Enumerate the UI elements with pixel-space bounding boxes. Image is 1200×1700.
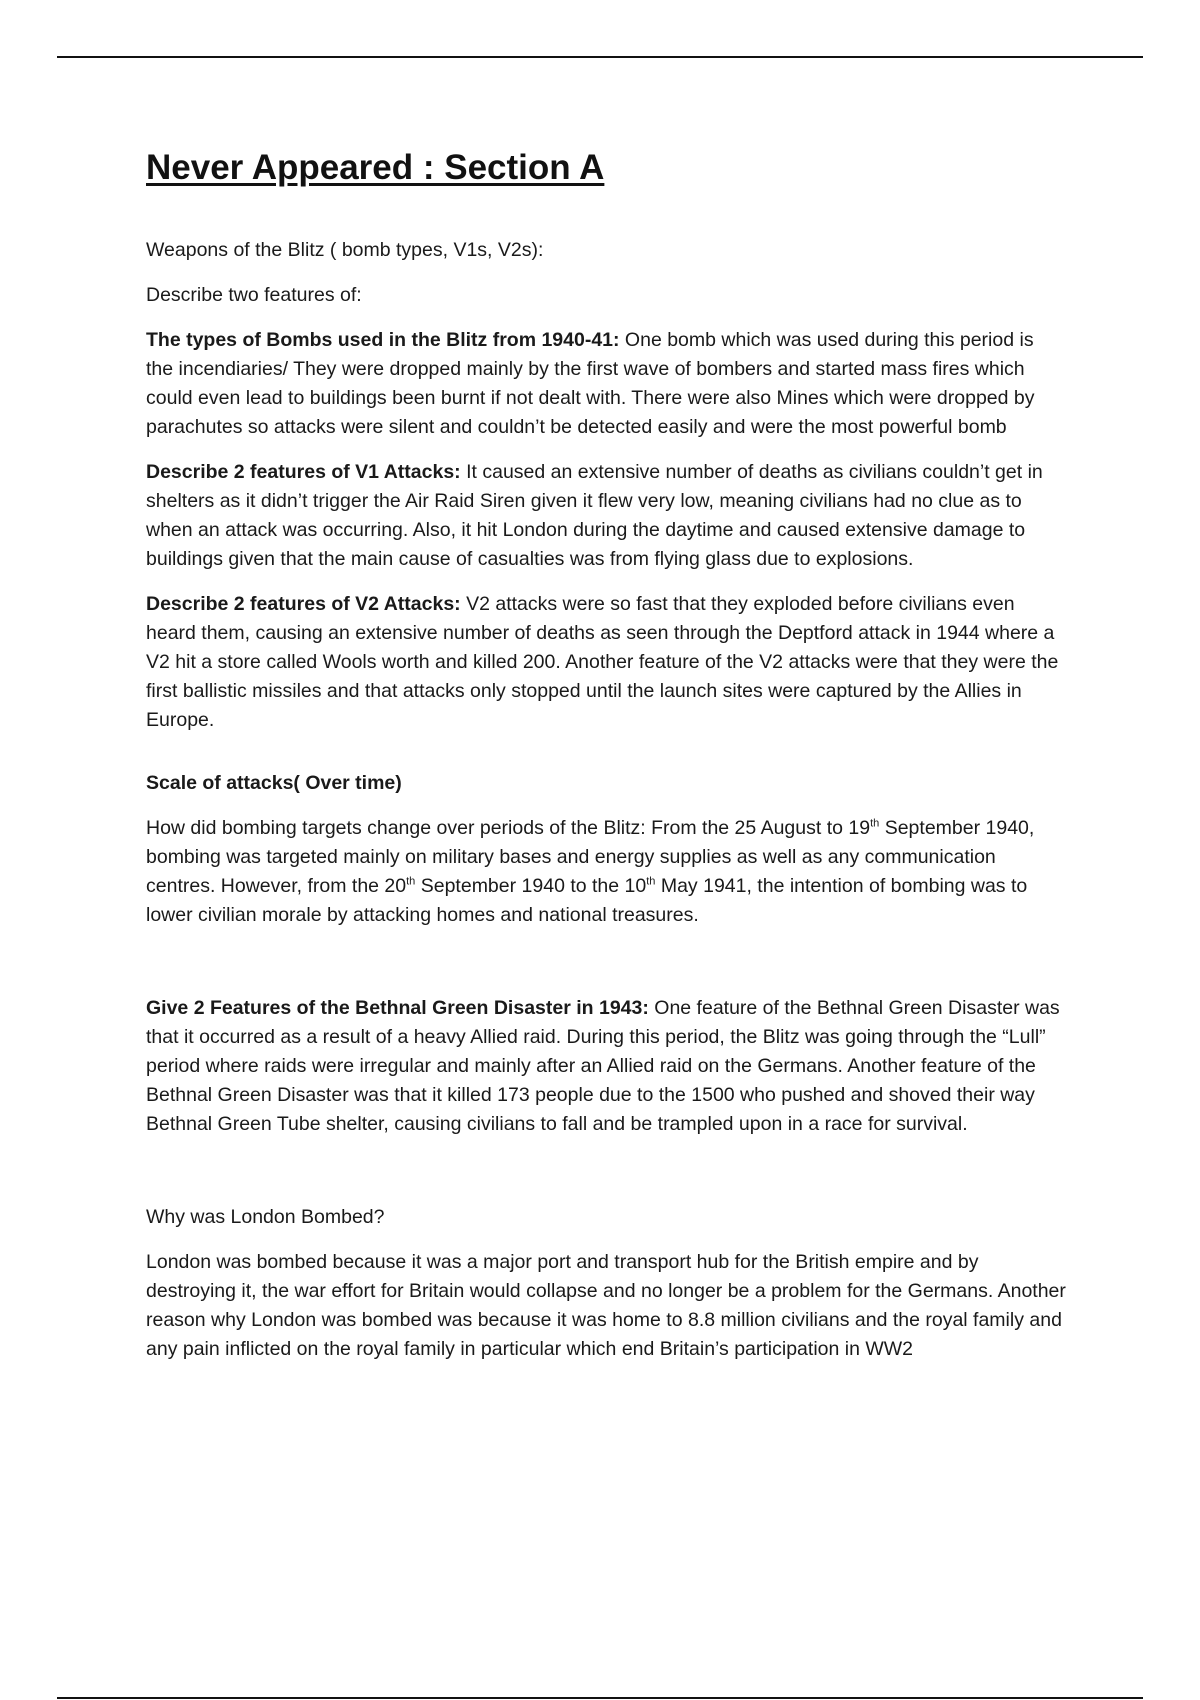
bombs-lead: The types of Bombs used in the Blitz from 1940-41: (146, 329, 620, 351)
v2-paragraph (146, 590, 1066, 735)
v1-text: It caused an extensive number of deaths as civilians couldn’t get in shelters as it didn’t trigger the Air Raid Siren given it flew very low, meaning civilians had no clue as to when an attack was occurring. Also, it hit London during the daytime and caused extensive damage to buildings given that the main cause of casualties was from flying glass due to explosions. (146, 461, 1043, 570)
scale-paragraph (146, 814, 1066, 930)
scale-sup-2: th (406, 875, 416, 888)
scale-sup-1: th (870, 817, 880, 830)
london-question: Why was London Bombed? (146, 1206, 385, 1228)
v2-text: V2 attacks were so fast that they exploded before civilians even heard them, causing an extensive number of deaths as seen through the Deptford attack in 1944 where a V2 hit a store called Wools worth and killed 200. Another feature of the V2 attacks were that they were the first ballistic missiles and that attacks only stopped until the launch sites were captured by the Allies in Europe. (146, 593, 1059, 731)
top-rule (57, 56, 1143, 58)
bethnal-lead: Give 2 Features of the Bethnal Green Disaster in 1943: (146, 997, 649, 1019)
bombs-text: One bomb which was used during this period is the incendiaries/ They were dropped mainly by the first wave of bombers and started mass fires which could even lead to buildings been burnt if not dealt with. There were also Mines which were dropped by parachutes so attacks were silent and couldn’t be detected easily and were the most powerful bomb (146, 329, 1035, 438)
scale-text-3: September 1940 to the 10 (415, 875, 647, 897)
bottom-rule (57, 1697, 1143, 1699)
bethnal-text: One feature of the Bethnal Green Disaster was that it occurred as a result of a heavy Allied raid. During this period, the Blitz was going through the “Lull” period where raids were irregular and mainly after an Allied raid on the Germans. Another feature of the Bethnal Green Disaster was that it killed 173 people due to the 1500 who pushed and shoved their way Bethnal Green Tube shelter, causing civilians to fall and be trampled upon in a race for survival. (146, 997, 1060, 1135)
intro-topic: Weapons of the Blitz ( bomb types, V1s, V2s): (146, 239, 544, 261)
v1-lead: Describe 2 features of V1 Attacks: (146, 461, 461, 483)
scale-text-2: September 1940, bombing was targeted mainly on military bases and energy supplies as well as any communication centres. However, from the 20 (146, 817, 1035, 897)
london-paragraph: London was bombed because it was a major port and transport hub for the British empire and by destroying it, the war effort for Britain would collapse and no longer be a problem for the Germans. Another reason why London was bombed was because it was home to 8.8 million civilians and the royal family and any pain inflicted on the royal family in particular which end Britain’s participation in WW2 (146, 1251, 1066, 1360)
v2-lead: Describe 2 features of V2 Attacks: (146, 593, 461, 615)
v1-paragraph (146, 458, 1066, 574)
bethnal-paragraph (146, 994, 1066, 1139)
bombs-paragraph (146, 326, 1066, 442)
scale-text-1: How did bombing targets change over periods of the Blitz: From the 25 August to 19 (146, 817, 871, 839)
scale-sup-3: th (646, 875, 656, 888)
intro-instruction: Describe two features of: (146, 284, 362, 306)
scale-heading: Scale of attacks( Over time) (146, 772, 402, 794)
document-body (146, 146, 1066, 1380)
page-title: Never Appeared : Section A (146, 148, 605, 187)
scale-text-4: May 1941, the intention of bombing was to lower civilian morale by attacking homes and national treasures. (146, 875, 1028, 926)
